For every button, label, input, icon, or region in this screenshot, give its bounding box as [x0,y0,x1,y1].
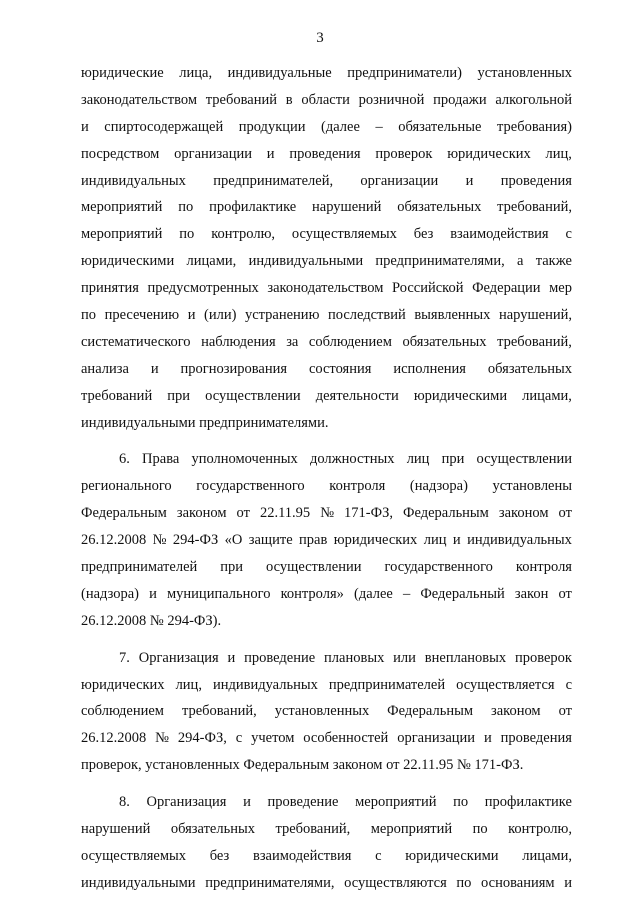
word: по [453,794,469,811]
word: требований [205,91,277,108]
word: государственного [384,559,493,576]
word: юридических [447,145,531,162]
word: и [483,730,492,747]
word: закон [514,585,549,602]
word: предпринимателей [81,559,198,576]
word: (надзора) [81,585,139,602]
word: законом [176,505,227,522]
text-line [81,500,572,527]
word: № [155,730,169,747]
word: – [375,118,383,135]
word: проведения [500,172,572,189]
word: продукции [238,118,306,135]
word: взаимодействия [450,226,549,243]
word: лиц [406,451,430,468]
text-line [81,816,572,843]
word: 171-ФЗ, [344,505,393,522]
word: обязательных [397,199,482,216]
word: устранению [244,307,320,324]
word: Федеральным [403,505,489,522]
word: законом [490,703,541,720]
word: организации [397,730,476,747]
word: и [150,360,159,377]
word: соблюдением [81,703,164,720]
text-line [81,410,572,437]
word: предпринимателями, [375,253,505,270]
word: Организация [146,794,227,811]
text-line [81,527,572,554]
word: спиртосодержащей [104,118,224,135]
word: от [558,505,572,522]
text-line [81,275,572,302]
word: наблюдения [201,333,276,350]
word: по [472,821,488,838]
word: контролю, [211,226,276,243]
word: контроля [329,478,386,495]
word: и [564,874,572,891]
word: Организация [138,649,219,666]
word: осуществляемых [81,847,187,864]
word: № [152,532,167,549]
word: 26.12.2008 № 294-ФЗ). [81,612,222,629]
word: Федерации [472,280,541,297]
word: муниципального [166,585,271,602]
word: обязательных [487,360,572,377]
word: осуществляются [344,874,447,891]
word: алкогольной [495,91,572,108]
word: мероприятий [81,199,163,216]
word: лиц, [545,145,572,162]
word: при [220,559,244,576]
word: осуществлении [205,387,301,404]
word: обязательных [402,333,487,350]
word: индивидуальными предпринимателями. [81,414,329,431]
text-line [81,725,572,752]
word: юридических [333,532,418,549]
word: индивидуальных [212,676,318,693]
word: при [167,387,191,404]
word: исполнения [393,360,466,377]
text-line [81,383,572,410]
word: с [565,226,572,243]
word: и [81,118,89,135]
word: учетом [251,730,295,747]
word: анализа [81,360,129,377]
word: проверок [375,145,433,162]
word: при [441,451,465,468]
word: Федеральным [387,703,474,720]
word: от [558,703,572,720]
word: защите [248,532,293,549]
word: и [227,649,236,666]
word: проведение [244,649,316,666]
word: осуществлении [266,559,362,576]
word: законом [498,505,549,522]
text-line [81,672,572,699]
word: требований, [497,333,572,350]
word: принятия [81,280,139,297]
text-line [81,221,572,248]
word: без [413,226,434,243]
word: должностных [309,451,395,468]
word: по [456,874,472,891]
text-line [81,843,572,870]
page-number: 3 [316,30,324,46]
word: предприниматели) [347,65,462,81]
word: осуществлении [476,451,572,468]
word: – [402,585,411,602]
word: контроля» [280,585,344,602]
word: обязательных [170,821,255,838]
word: предпринимателей [328,676,446,693]
word: лиц [423,532,447,549]
word: и [243,794,251,811]
word: по [178,199,194,216]
word: пресечению [104,307,180,324]
word: требований [81,387,153,404]
text-line [81,60,572,87]
word: посредством [81,145,160,162]
document-body [81,60,572,897]
word: плановых [324,649,385,666]
word: требований, [497,199,572,216]
text-line [81,870,572,897]
word: с [565,676,572,693]
word: с [375,847,382,864]
word: 26.12.2008 [81,730,147,747]
word: уполномоченных [191,451,298,468]
word: предпринимателей, [213,172,334,189]
word: состояния [308,360,372,377]
word: юридическими [413,387,508,404]
word: выявленных [414,307,491,324]
word: установленных [477,65,572,81]
word: индивидуальными [81,874,196,891]
word: индивидуальных [467,532,572,549]
word: и [465,172,474,189]
word: предусмотренных [147,280,259,297]
word: требований, [181,703,257,720]
text-line [81,329,572,356]
word: обязательные [398,118,482,135]
word: внеплановых [424,649,507,666]
word: области [301,91,350,108]
word: 294-ФЗ [172,532,219,549]
word: юридическими [405,847,499,864]
paragraph-p6 [81,446,572,634]
word: (далее [321,118,360,135]
word: требований, [275,821,351,838]
word: юридическими [81,253,175,270]
word: 22.11.95 [259,505,311,522]
word: мероприятий [81,226,163,243]
paragraph-gap [81,436,572,446]
word: продажи [433,91,487,108]
word: по [179,226,195,243]
word: проверок [514,649,572,666]
word: мер [549,280,572,297]
word: предпринимателями, [205,874,335,891]
word: Федеральным [81,505,167,522]
word: лицами, [186,253,237,270]
word: законодательством [267,280,384,297]
word: в [285,91,293,108]
word: по [81,307,97,324]
text-line [81,168,572,195]
word: розничной [358,91,425,108]
word: без [209,847,230,864]
word: юридические [81,65,164,81]
text-line [81,581,572,608]
word: № [320,505,335,522]
word: соблюдением [308,333,392,350]
word: взаимодействия [252,847,352,864]
word: профилактике [209,199,297,216]
word: законодательством [81,91,198,108]
word: 8. [119,794,130,811]
word: лицами, [522,387,572,404]
text-line [81,302,572,329]
word: проведение [267,794,339,811]
word: прогнозирования [180,360,288,377]
word: лиц, [175,676,202,693]
word: 294-ФЗ, [177,730,227,747]
text-line [81,141,572,168]
word: 26.12.2008 [81,532,147,549]
paragraph-p0 [81,60,572,436]
word: контролю, [508,821,572,838]
word: требования) [497,118,572,135]
word: нарушений, [498,307,572,324]
word: лица, [179,65,213,81]
text-line [81,356,572,383]
word: организации [360,172,439,189]
word: за [286,333,299,350]
word: мероприятий [370,821,453,838]
text-line [81,698,572,725]
word: особенностей [303,730,389,747]
word: юридических [81,676,165,693]
word: прав [299,532,328,549]
word: мероприятий [355,794,437,811]
word: 6. [119,451,130,468]
word: от [236,505,250,522]
word: систематического [81,333,191,350]
word: и [452,532,461,549]
word: (далее [353,585,393,602]
word: установленных [274,703,370,720]
text-line [81,473,572,500]
word: индивидуальных [81,172,186,189]
word: осуществляемых [291,226,397,243]
word: осуществляется [456,676,555,693]
word: или [393,649,416,666]
word: проведения [500,730,572,747]
paragraph-p8 [81,789,572,897]
text-line [81,248,572,275]
text-line [81,752,572,779]
word: основаниям [481,874,555,891]
word: Права [142,451,180,468]
word: лицами, [522,847,572,864]
text-line [81,194,572,221]
word: проверок, установленных Федеральным законом от 22.11.95 № 171-ФЗ. [81,757,524,774]
word: «О [224,532,243,549]
text-line [81,87,572,114]
text-line [81,608,572,635]
paragraph-gap [81,779,572,789]
word: Федеральный [420,585,505,602]
word: (надзора) [409,478,468,495]
word: и [149,585,157,602]
word: профилактике [484,794,572,811]
text-line [81,114,572,141]
word: регионального [81,478,172,495]
word: нарушений [81,821,151,838]
word: также [535,253,572,270]
word: проведения [289,145,361,162]
word: индивидуальные [227,65,332,81]
word: последствий [327,307,406,324]
text-line [81,554,572,581]
word: государственного [196,478,305,495]
word: 7. [119,649,130,666]
word: Российской [392,280,464,297]
word: и [187,307,196,324]
word: а [517,253,524,270]
text-line [81,789,572,816]
paragraph-gap [81,635,572,645]
text-line [81,645,572,672]
word: контроля [515,559,572,576]
word: и [266,145,275,162]
word: с [235,730,243,747]
paragraph-p7 [81,645,572,779]
word: от [558,585,572,602]
word: установлены [492,478,572,495]
word: индивидуальными [248,253,364,270]
word: (или) [204,307,237,324]
text-line [81,446,572,473]
word: нарушений [312,199,382,216]
word: организации [174,145,252,162]
word: деятельности [315,387,399,404]
